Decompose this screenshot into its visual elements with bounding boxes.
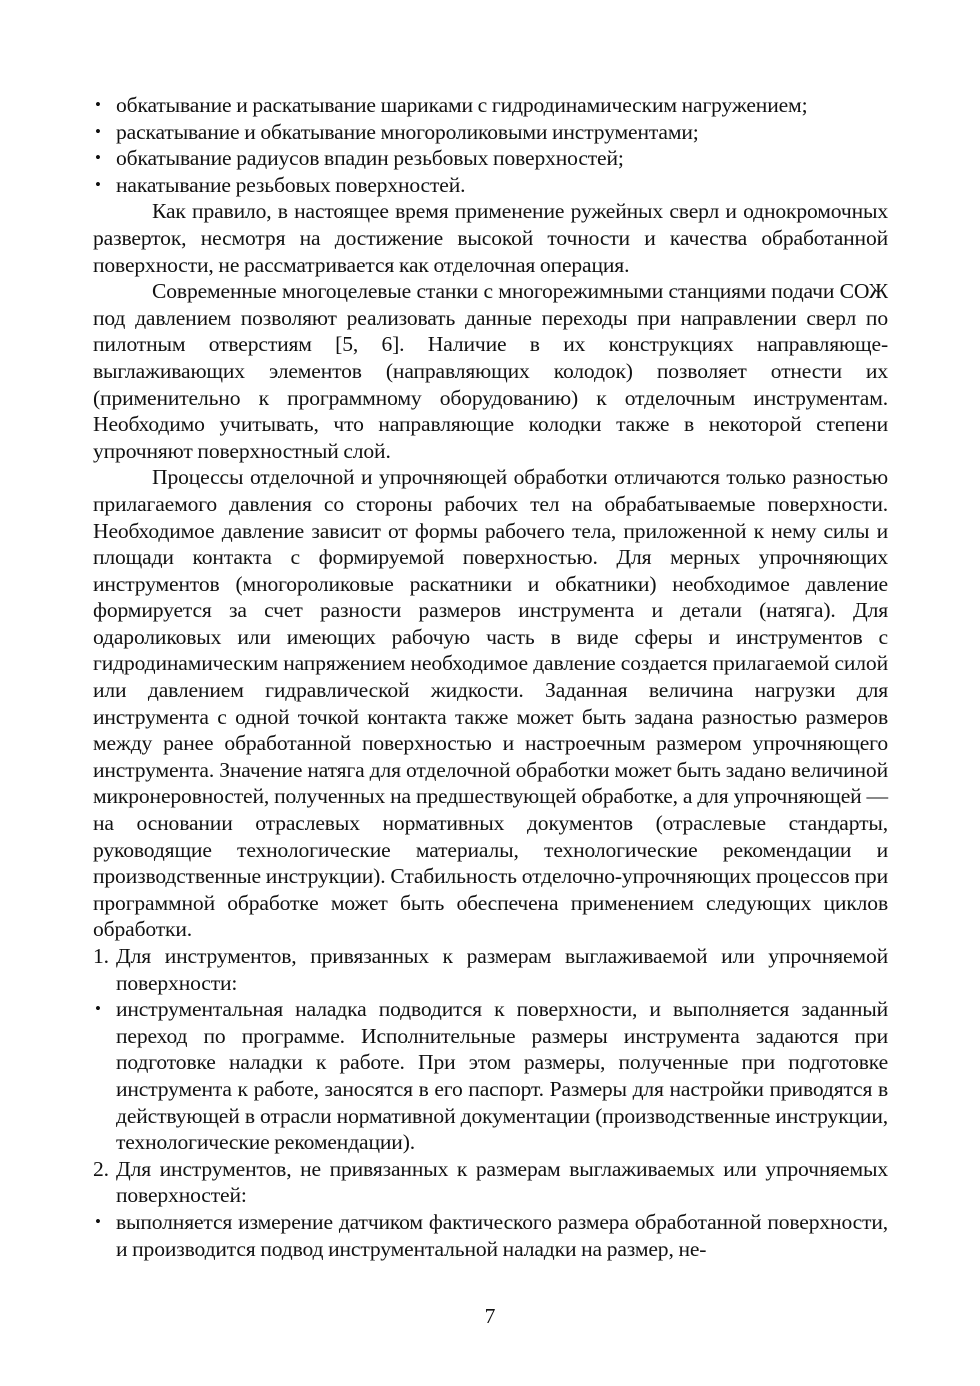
numbered-text: Для инструментов, привязанных к размерам выглаживаемой или упрочняемой поверхности: xyxy=(116,944,888,995)
bullet-text: раскатывание и обкатывание многороликовыми инструментами; xyxy=(116,119,699,144)
bullet-item xyxy=(93,996,888,1156)
item-number: 2. xyxy=(93,1156,109,1181)
bullet-symbol: • xyxy=(95,999,101,1019)
numbered-item xyxy=(93,1156,888,1209)
bullet-symbol: • xyxy=(95,95,101,114)
bullet-text: обкатывание радиусов впадин резьбовых поверхностей; xyxy=(116,146,624,171)
bullet-text: накатывание резьбовых поверхностей. xyxy=(116,172,466,197)
paragraph: Современные многоцелевые станки с многорежимными станциями подачи СОЖ под давлением позволяют реализовать данные переходы при направлении сверл по пилотным отверстиям [5, 6]. Наличие в их конструкциях направляюще-выглаживающих элементов (направляющих колодок) позволяет отнести их (применительно к программному оборудованию) к отделочным инструментам. Необходимо учитывать, что направляющие колодки также в некоторой степени упрочняют поверхностный слой. xyxy=(93,279,888,463)
bullet-text: обкатывание и раскатывание шариками с гидродинамическим нагружением; xyxy=(116,93,808,117)
bullet-item xyxy=(93,145,888,172)
bullet-item xyxy=(93,172,888,199)
bullet-symbol: • xyxy=(95,121,101,141)
bullet-symbol: • xyxy=(95,148,101,168)
page-number: 7 xyxy=(484,1304,496,1328)
numbered-item xyxy=(93,943,888,996)
bullet-item xyxy=(93,1209,888,1262)
numbered-text: Для инструментов, не привязанных к размерам выглаживаемых или упрочняемых поверхностей: xyxy=(116,1156,888,1208)
paragraph: Процессы отделочной и упрочняющей обработки отличаются только разностью прилагаемого давления со стороны рабочих тел на обрабатываемые поверхности. Необходимое давление зависит от формы рабочего тела, приложенной к нему силы и площади контакта с формируемой поверхностью. Для мерных упрочняющих инструментов (многороликовые раскатники и обкатники) необходимое давление формируется за счет разности размеров инструмента и детали (натяга). Для одароликовых или имеющих рабочую часть в виде сферы и инструментов с гидродинамическим напряжением необходимое давление создается прилагаемой силой или давлением гидравлической жидкости. Заданная величина нагрузки для инструмента с одной точкой контакта также может быть задана разностью размеров между ранее обработанной поверхностью и настроечным размером упрочняющего инструмента. Значение натяга для отделочной обработки может быть задано величиной микронеровностей, полученных на предшествующей обработке, а для упрочняющей — на основании отраслевых нормативных документов (отраслевые стандарты, руководящие технологические материалы, технологические рекомендации и производственные инструкции). Стабильность отделочно-упрочняющих процессов при программной обработке может быть обеспечена применением следующих циклов обработки. xyxy=(93,465,888,942)
bullet-item xyxy=(93,119,888,146)
paragraph: Как правило, в настоящее время применение ружейных сверл и однокромочных разверток, несмотря на достижение высокой точности и качества обработанной поверхности, не рассматривается как отделочная операция. xyxy=(93,199,888,277)
page-body xyxy=(93,92,888,1262)
bullet-text: инструментальная наладка подводится к поверхности, и выполняется заданный переход по программе. Исполнительные размеры инструмента задаются при подготовке наладки к работе. При этом размеры, полученные при подготовке инструмента к работе, заносятся в его паспорт. Размеры для настройки приводятся в действующей в отрасли нормативной документации (производственные инструкции, технологические рекомендации). xyxy=(116,997,888,1155)
bullet-symbol: • xyxy=(95,1211,101,1231)
bullet-text: выполняется измерение датчиком фактического размера обработанной поверхности, и производится подвод инструментальной наладки на размер, не- xyxy=(116,1209,888,1261)
bullet-item xyxy=(93,92,888,119)
bullet-symbol: • xyxy=(95,174,101,194)
item-number: 1. xyxy=(93,944,109,968)
